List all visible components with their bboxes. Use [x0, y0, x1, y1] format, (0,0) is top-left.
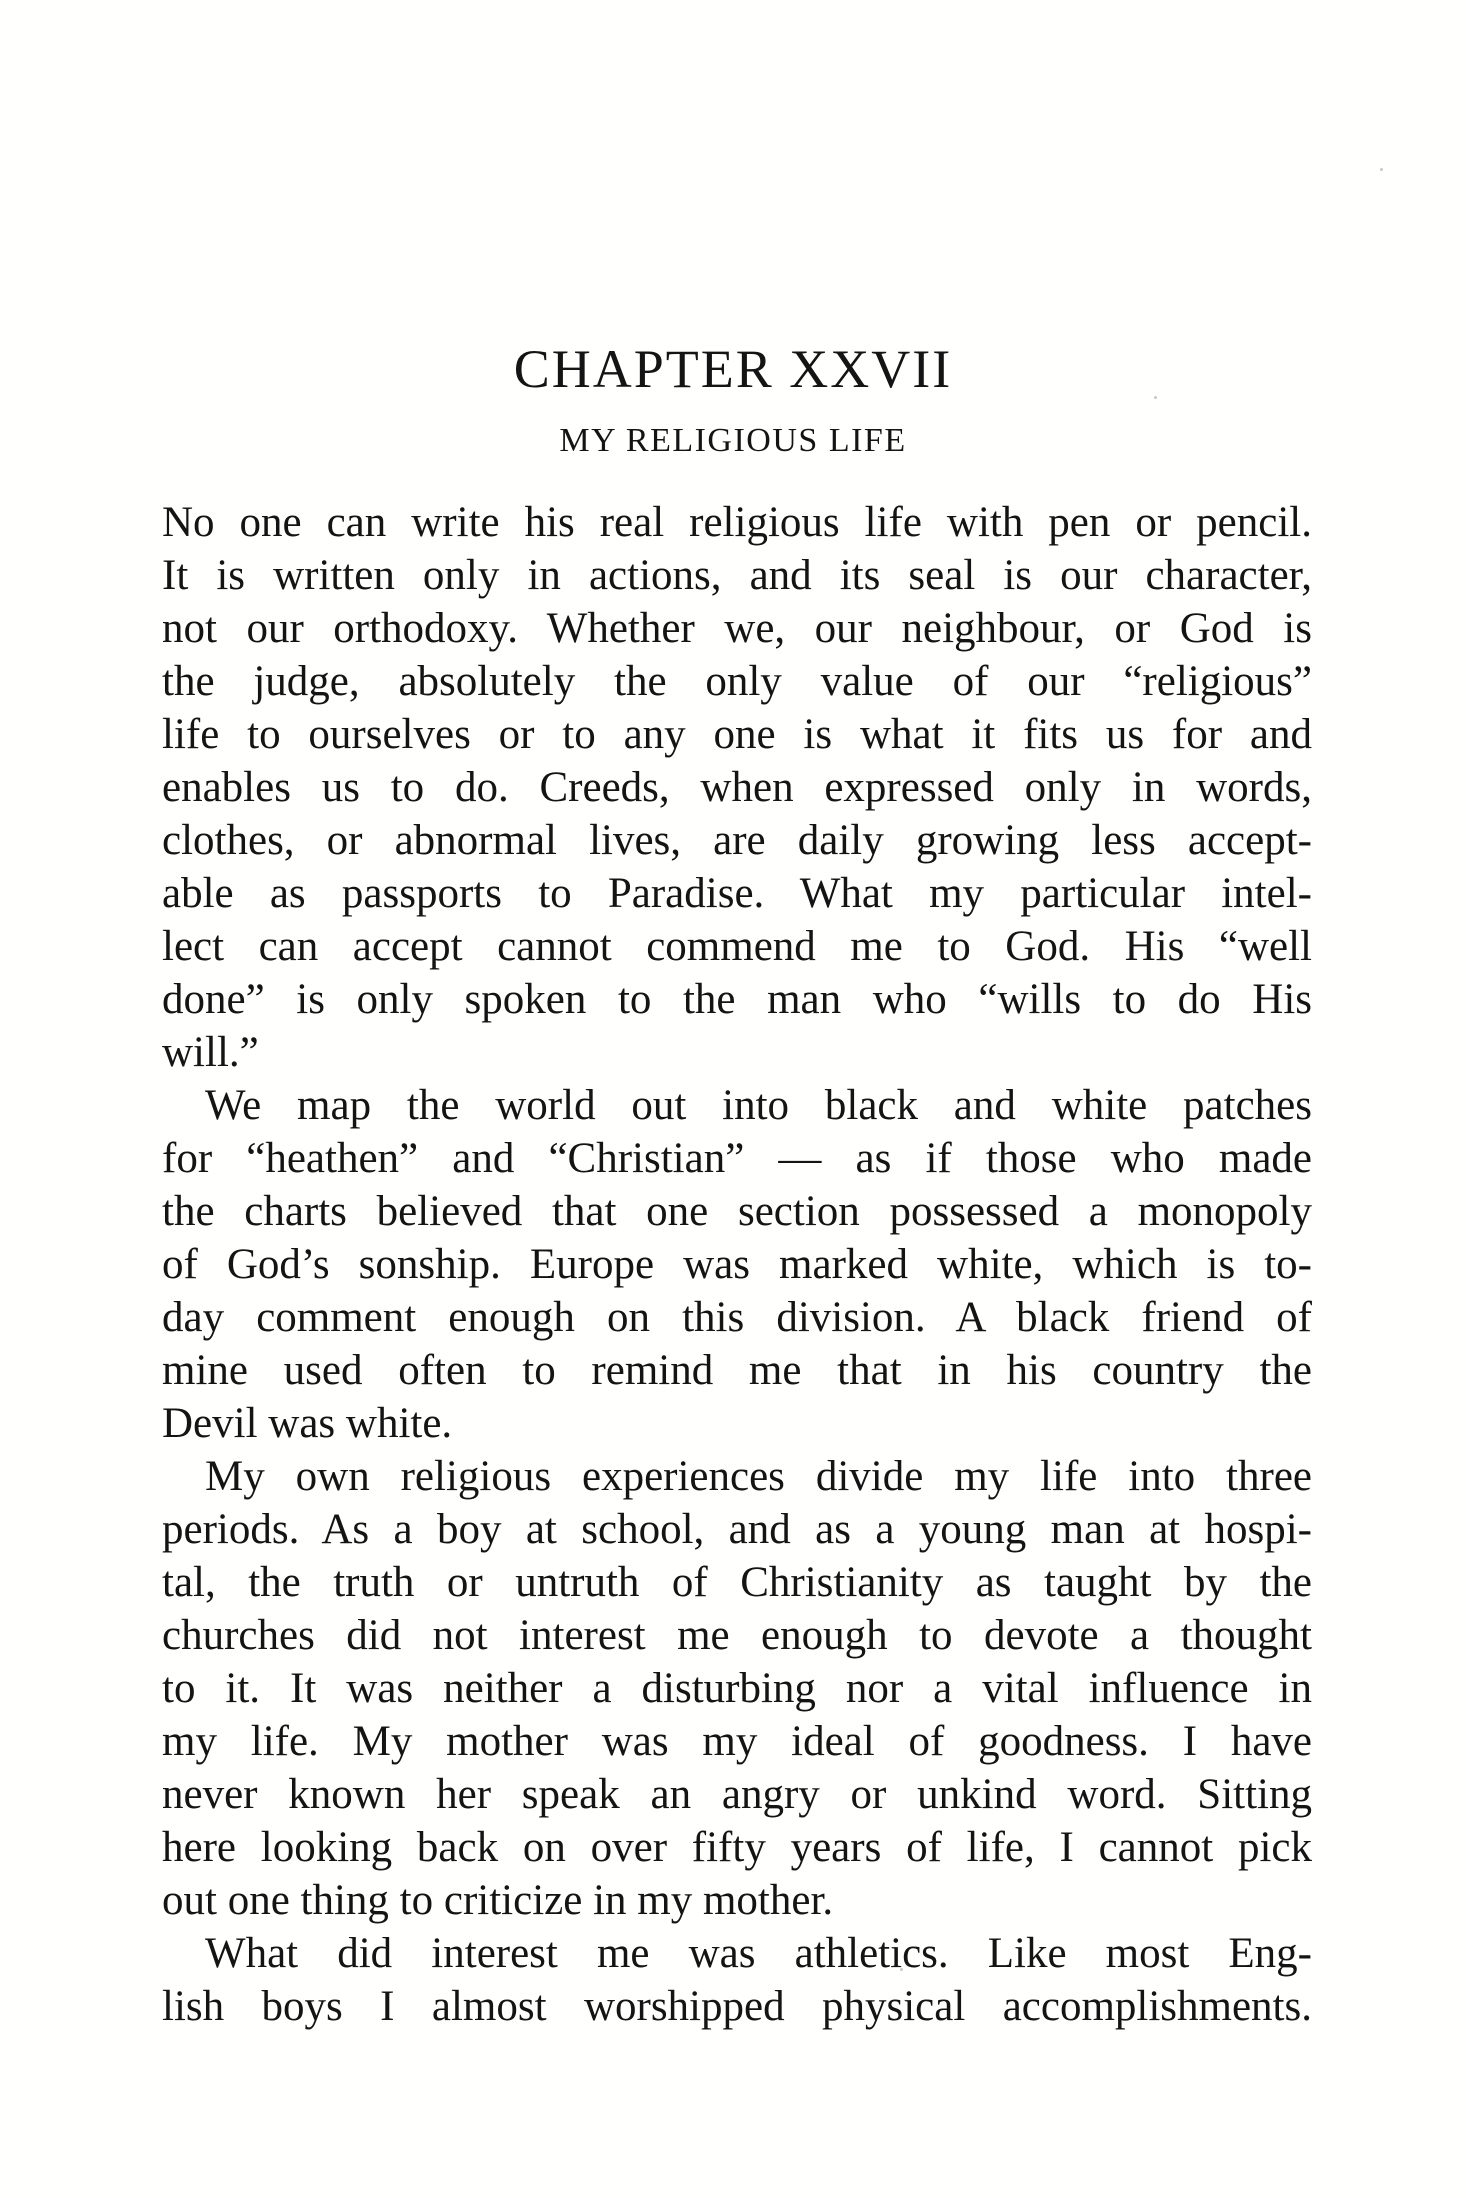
text-line: lish boys I almost worshipped physical accomplishments. [162, 1983, 1312, 2030]
text-line: of God’s sonship. Europe was marked white, which is to- [162, 1241, 1312, 1288]
text-line: able as passports to Paradise. What my particular intel- [162, 870, 1312, 917]
chapter-subtitle: MY RELIGIOUS LIFE [559, 422, 907, 459]
text-line: life to ourselves or to any one is what it fits us for and [162, 711, 1312, 758]
text-line: to it. It was neither a disturbing nor a vital influence in [162, 1665, 1312, 1712]
text-line: mine used often to remind me that in his country the [162, 1347, 1312, 1394]
text-line: Devil was white. [162, 1400, 453, 1447]
text-line: What did interest me was athletics. Like most Eng- [205, 1930, 1312, 1977]
text-line: periods. As a boy at school, and as a young man at hospi- [162, 1506, 1312, 1553]
text-line: here looking back on over fifty years of life, I cannot pick [162, 1824, 1312, 1871]
text-line: churches did not interest me enough to devote a thought [162, 1612, 1312, 1659]
text-line: will.” [162, 1029, 259, 1076]
text-line: enables us to do. Creeds, when expressed only in words, [162, 764, 1312, 811]
text-line: the judge, absolutely the only value of our “religious” [162, 658, 1312, 705]
text-line: day comment enough on this division. A black friend of [162, 1294, 1312, 1341]
text-line: not our orthodoxy. Whether we, our neighbour, or God is [162, 605, 1312, 652]
chapter-title: CHAPTER XXVII [513, 339, 953, 399]
text-line: It is written only in actions, and its seal is our character, [162, 552, 1312, 599]
text-line: tal, the truth or untruth of Christianity as taught by the [162, 1559, 1312, 1606]
text-line: out one thing to criticize in my mother. [162, 1877, 834, 1924]
text-line: No one can write his real religious life with pen or pencil. [162, 499, 1312, 546]
text-line: my life. My mother was my ideal of goodness. I have [162, 1718, 1312, 1765]
paper-speck [1154, 396, 1157, 399]
text-line: lect can accept cannot commend me to God. His “well [162, 923, 1312, 970]
text-line: for “heathen” and “Christian” — as if those who made [162, 1135, 1312, 1182]
text-line: clothes, or abnormal lives, are daily growing less accept- [162, 817, 1312, 864]
text-line: We map the world out into black and white patches [205, 1082, 1312, 1129]
text-line: My own religious experiences divide my life into three [205, 1453, 1312, 1500]
chapter-body [162, 496, 1312, 2033]
text-line: the charts believed that one section possessed a monopoly [162, 1188, 1312, 1235]
text-line: done” is only spoken to the man who “wills to do His [162, 976, 1312, 1023]
paper-speck [1380, 168, 1383, 171]
text-line: never known her speak an angry or unkind word. Sitting [162, 1771, 1312, 1818]
